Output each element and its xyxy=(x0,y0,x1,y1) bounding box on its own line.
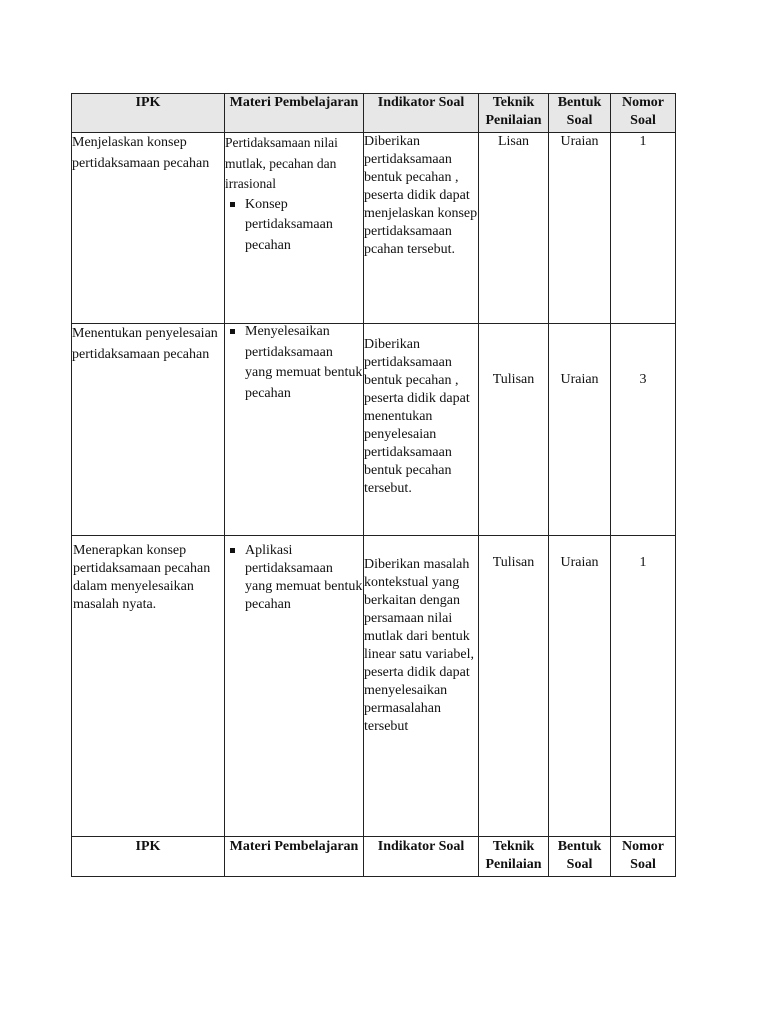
indikator-text: Diberikan pertidaksamaan bentuk pecahan , peserta didik dapat menentukan penyelesaian pertidaksamaan bentuk pecahan tersebut. xyxy=(364,337,470,496)
bentuk-text: Uraian xyxy=(560,372,599,387)
ipk-cell xyxy=(72,324,225,536)
materi-cell xyxy=(225,536,364,837)
ipk-text: Menjelaskan konsep pertidaksamaan pecahan xyxy=(72,135,210,171)
nomor-cell xyxy=(611,324,676,536)
ipk-text: Menerapkan konsep pertidaksamaan pecahan dalam menyelesaikan masalah nyata. xyxy=(73,543,211,612)
nomor-text: 3 xyxy=(639,372,647,387)
header-bentuk: Bentuk Soal xyxy=(549,94,611,133)
header-ipk: IPK xyxy=(72,94,225,133)
footer-indikator: Indikator Soal xyxy=(364,837,479,877)
footer-nomor: Nomor Soal xyxy=(611,837,676,877)
teknik-text: Tulisan xyxy=(492,555,535,570)
header-teknik: Teknik Penilaian xyxy=(479,94,549,133)
ipk-text: Menentukan penyelesaian pertidaksamaan pecahan xyxy=(72,326,218,362)
indikator-text: Diberikan pertidaksamaan bentuk pecahan , peserta didik dapat menjelaskan konsep pertidaksamaan pcahan tersebut. xyxy=(364,134,478,257)
materi-bullet-text: Aplikasi pertidaksamaan yang memuat bentuk pecahan xyxy=(245,543,363,612)
bentuk-cell xyxy=(549,324,611,536)
bentuk-text: Uraian xyxy=(560,555,599,570)
nomor-cell xyxy=(611,133,676,324)
header-indikator: Indikator Soal xyxy=(364,94,479,133)
nomor-cell xyxy=(611,536,676,837)
teknik-cell xyxy=(479,133,549,324)
bentuk-cell xyxy=(549,133,611,324)
assessment-grid-table xyxy=(71,93,676,877)
teknik-text: Tulisan xyxy=(492,372,535,387)
footer-teknik: Teknik Penilaian xyxy=(479,837,549,877)
indikator-text: Diberikan masalah kontekstual yang berkaitan dengan persamaan nilai mutlak dari bentuk linear satu variabel, peserta didik dapat menyelesaikan permasalahan tersebut xyxy=(364,557,475,734)
teknik-cell xyxy=(479,324,549,536)
footer-materi: Materi Pembelajaran xyxy=(225,837,364,877)
materi-bullet-text: Menyelesaikan pertidaksamaan yang memuat bentuk pecahan xyxy=(245,324,363,401)
ipk-cell xyxy=(72,133,225,324)
nomor-text: 1 xyxy=(639,555,647,570)
table-row xyxy=(72,133,676,324)
bullet-square-icon xyxy=(230,202,235,207)
table-row xyxy=(72,324,676,536)
teknik-cell xyxy=(479,536,549,837)
list-item xyxy=(225,322,363,404)
bentuk-cell xyxy=(549,536,611,837)
ipk-cell xyxy=(72,536,225,837)
materi-list xyxy=(225,195,363,257)
materi-bullet-text: Konsep pertidaksamaan pecahan xyxy=(245,196,333,253)
indikator-cell xyxy=(364,536,479,837)
indikator-cell xyxy=(364,324,479,536)
list-item xyxy=(225,542,363,614)
materi-list xyxy=(225,542,363,614)
repeated-header-row xyxy=(72,837,676,877)
header-nomor: Nomor Soal xyxy=(611,94,676,133)
nomor-text: 1 xyxy=(639,134,647,149)
indikator-cell xyxy=(364,133,479,324)
materi-cell xyxy=(225,133,364,324)
bullet-square-icon xyxy=(230,329,235,334)
list-item xyxy=(225,195,363,257)
header-row xyxy=(72,94,676,133)
materi-list xyxy=(225,322,363,404)
bentuk-text: Uraian xyxy=(560,134,599,149)
materi-intro: Pertidaksamaan nilai mutlak, pecahan dan irrasional xyxy=(225,135,338,191)
teknik-text: Lisan xyxy=(497,134,530,149)
header-materi: Materi Pembelajaran xyxy=(225,94,364,133)
bullet-square-icon xyxy=(230,548,235,553)
materi-cell xyxy=(225,324,364,536)
table-row xyxy=(72,536,676,837)
footer-bentuk: Bentuk Soal xyxy=(549,837,611,877)
footer-ipk: IPK xyxy=(72,837,225,877)
